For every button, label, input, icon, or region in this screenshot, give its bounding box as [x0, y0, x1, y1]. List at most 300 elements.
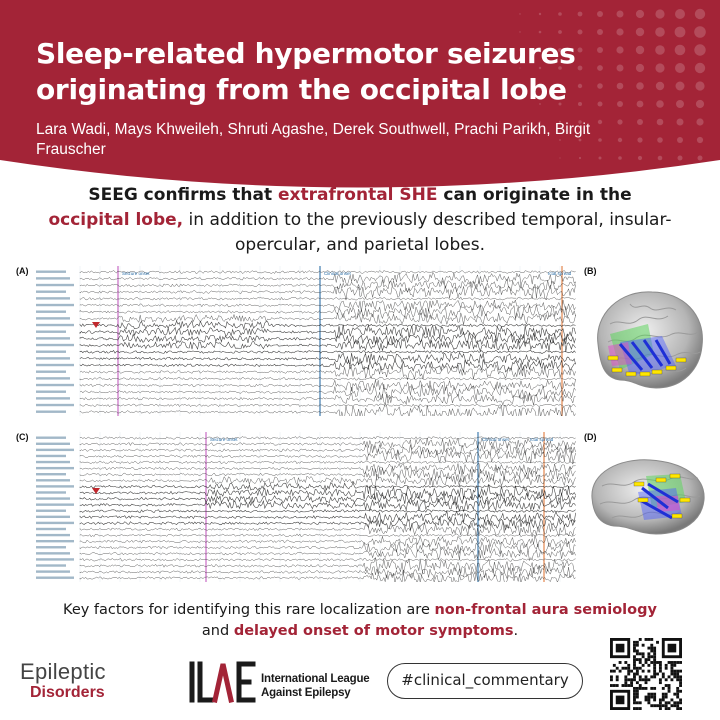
qr-module — [650, 687, 653, 690]
qr-module — [636, 673, 639, 676]
qr-module — [670, 698, 673, 701]
qr-module — [653, 675, 656, 678]
ilae-name-line1: International League — [261, 673, 370, 685]
qr-module — [676, 690, 679, 693]
decor-dot — [675, 27, 686, 38]
qr-module — [633, 687, 636, 690]
ilae-logo[interactable] — [187, 660, 377, 704]
qr-module — [633, 707, 636, 710]
key-factors-statement — [10, 600, 710, 642]
qr-module — [630, 681, 633, 684]
qr-module — [645, 678, 648, 681]
qr-module — [639, 652, 642, 655]
qr-module — [679, 678, 682, 681]
qr-module — [665, 693, 668, 696]
qr-module — [636, 650, 639, 653]
seeg-trace-panel-c — [34, 432, 578, 582]
qr-module — [642, 678, 645, 681]
qr-module — [650, 655, 653, 658]
qr-module — [636, 687, 639, 690]
channel-label — [36, 397, 70, 399]
qr-module — [665, 707, 668, 710]
qr-module — [636, 701, 639, 704]
qr-module — [650, 644, 653, 647]
panel-d-label: (D) — [584, 432, 597, 442]
channel-label — [36, 522, 74, 524]
qr-module — [616, 678, 619, 681]
decor-dot — [694, 26, 706, 38]
channel-label — [36, 564, 66, 566]
channel-label — [36, 449, 74, 451]
qr-module — [616, 675, 619, 678]
qr-module — [673, 661, 676, 664]
hashtag-pill[interactable]: #clinical_commentary — [387, 663, 583, 699]
decor-dot — [677, 137, 683, 143]
qr-module — [665, 664, 668, 667]
decor-dot — [597, 29, 603, 35]
qr-module — [668, 707, 671, 710]
qr-module — [633, 661, 636, 664]
channel-label — [36, 344, 74, 346]
qr-module — [616, 667, 619, 670]
qr-module — [624, 667, 627, 670]
qr-module — [673, 675, 676, 678]
qr-module — [650, 693, 653, 696]
qr-module — [653, 673, 656, 676]
channel-label — [36, 577, 74, 579]
qr-module — [676, 687, 679, 690]
qr-module — [679, 670, 682, 673]
authors: Lara Wadi, Mays Khweileh, Shruti Agashe, Derek Southwell, Prachi Parikh, Birgit Frauscher — [36, 121, 591, 158]
channel-label — [36, 404, 74, 406]
qr-module — [639, 687, 642, 690]
decor-dot — [638, 156, 642, 160]
qr-module — [673, 664, 676, 667]
qr-module — [659, 681, 662, 684]
qr-module — [639, 658, 642, 661]
journal-name-line2: Disorders — [30, 684, 105, 701]
channel-label — [36, 443, 70, 445]
qr-module — [647, 678, 650, 681]
decor-dot — [697, 137, 703, 143]
qr-module — [676, 673, 679, 676]
qr-module — [676, 693, 679, 696]
channel-label — [36, 510, 66, 512]
decor-dot — [637, 137, 642, 142]
qr-module — [659, 678, 662, 681]
qr-module — [670, 664, 673, 667]
channel-label — [36, 437, 66, 439]
qr-module — [653, 687, 656, 690]
event-annotation: Clinical onset — [324, 271, 351, 276]
channel-label — [36, 528, 66, 530]
qr-module — [647, 655, 650, 658]
qr-module — [627, 678, 630, 681]
panel-b-label: (B) — [584, 266, 597, 276]
qr-module — [656, 661, 659, 664]
qr-module — [676, 678, 679, 681]
qr-module — [647, 652, 650, 655]
decor-dot — [675, 63, 685, 73]
qr-module — [659, 701, 662, 704]
qr-module — [650, 661, 653, 664]
qr-module — [668, 675, 671, 678]
qr-module — [636, 652, 639, 655]
qr-module — [668, 661, 671, 664]
decor-dot — [636, 28, 644, 36]
qr-module — [624, 675, 627, 678]
decor-dot — [617, 11, 624, 18]
channel-label — [36, 357, 70, 359]
decor-dot — [675, 45, 686, 56]
qr-module — [627, 684, 630, 687]
qr-module — [630, 678, 633, 681]
qr-module — [668, 701, 671, 704]
qr-module — [665, 678, 668, 681]
qr-module — [659, 661, 662, 664]
qr-module — [636, 693, 639, 696]
qr-module — [642, 687, 645, 690]
ilae-name-line2: Against Epilepsy — [261, 687, 351, 699]
decor-dot — [657, 119, 664, 126]
qr-module — [613, 664, 616, 667]
qr-module — [639, 661, 642, 664]
channel-label — [36, 377, 70, 379]
channel-label — [36, 384, 74, 386]
qr-module — [670, 678, 673, 681]
decor-dot — [636, 10, 644, 18]
qr-module — [647, 701, 650, 704]
qr-module — [670, 667, 673, 670]
qr-module — [653, 670, 656, 673]
qr-module — [630, 670, 633, 673]
decor-dot — [657, 137, 663, 143]
qr-module — [627, 667, 630, 670]
summary-text: can originate in the — [437, 185, 632, 205]
qr-module — [662, 673, 665, 676]
footer-text: and — [201, 623, 234, 639]
qr-module — [676, 701, 679, 704]
decor-dot — [578, 30, 583, 35]
channel-label — [36, 534, 70, 536]
qr-module — [653, 698, 656, 701]
qr-module — [662, 704, 665, 707]
qr-module — [639, 638, 642, 641]
qr-module — [633, 693, 636, 696]
summary-text: in addition to the previously described temporal, insular-opercular, and parietal lobes. — [183, 210, 672, 255]
qr-module — [645, 638, 648, 641]
qr-module — [665, 704, 668, 707]
qr-module — [624, 678, 627, 681]
qr-module — [656, 704, 659, 707]
channel-label — [36, 391, 66, 393]
qr-module — [650, 704, 653, 707]
qr-module — [633, 650, 636, 653]
decor-dot — [655, 9, 664, 18]
qr-module — [679, 675, 682, 678]
qr-module — [642, 670, 645, 673]
qr-module — [636, 658, 639, 661]
qr-module — [670, 704, 673, 707]
qr-module — [633, 658, 636, 661]
qr-module — [627, 664, 630, 667]
qr-module — [647, 693, 650, 696]
qr-module — [647, 658, 650, 661]
channel-label — [36, 297, 70, 299]
qr-module — [639, 667, 642, 670]
qr-module — [633, 664, 636, 667]
decor-dot — [519, 31, 520, 32]
qr-module — [665, 684, 668, 687]
channel-label — [36, 317, 70, 319]
qr-module — [650, 650, 653, 653]
decor-dot — [695, 9, 705, 19]
qr-module — [645, 675, 648, 678]
page-title: Sleep-related hypermotor seizures originating from the occipital lobe — [36, 37, 576, 106]
qr-module — [670, 661, 673, 664]
qr-module — [653, 650, 656, 653]
qr-module — [650, 647, 653, 650]
decor-dot — [696, 118, 703, 125]
qr-module — [670, 673, 673, 676]
qr-module — [679, 698, 682, 701]
footer-text: Key factors for identifying this rare localization are — [63, 602, 435, 618]
qr-module — [642, 664, 645, 667]
qr-module — [613, 684, 616, 687]
qr-module — [668, 684, 671, 687]
channel-label — [36, 311, 66, 313]
qr-module — [645, 661, 648, 664]
qr-module — [662, 693, 665, 696]
decor-dot — [676, 100, 684, 108]
qr-module — [613, 670, 616, 673]
channel-label — [36, 371, 66, 373]
qr-module — [665, 701, 668, 704]
qr-module — [647, 638, 650, 641]
qr-module — [633, 655, 636, 658]
qr-module — [636, 670, 639, 673]
qr-module — [636, 696, 639, 699]
decor-dot — [558, 30, 562, 34]
event-annotation: Seizure onset — [210, 437, 238, 442]
qr-module — [633, 667, 636, 670]
qr-module — [676, 704, 679, 707]
decor-dot — [658, 156, 663, 161]
qr-module — [627, 673, 630, 676]
qr-finder — [616, 696, 625, 705]
brain-render-panel-b — [590, 284, 710, 396]
channel-label — [36, 411, 66, 413]
qr-module — [633, 641, 636, 644]
ilae-name — [261, 672, 369, 700]
qr-module — [659, 667, 662, 670]
channel-label — [36, 467, 74, 469]
seeg-trace-panel-a — [34, 266, 578, 416]
channel-label — [36, 284, 74, 286]
qr-module — [673, 704, 676, 707]
qr-module — [679, 690, 682, 693]
decor-dot — [597, 11, 603, 17]
qr-module — [645, 687, 648, 690]
summary-statement — [20, 183, 700, 258]
qr-module — [633, 678, 636, 681]
decor-dot — [637, 119, 643, 125]
qr-module — [633, 644, 636, 647]
qr-module — [647, 647, 650, 650]
qr-module — [662, 675, 665, 678]
qr-module — [659, 707, 662, 710]
decor-dot — [616, 28, 623, 35]
summary-text: SEEG confirms that — [88, 185, 279, 205]
channel-label — [36, 497, 70, 499]
qr-module — [653, 655, 656, 658]
qr-module — [639, 675, 642, 678]
channel-label — [36, 570, 70, 572]
qr-module — [659, 698, 662, 701]
qr-module — [639, 684, 642, 687]
decor-dot — [675, 9, 685, 19]
qr-module — [624, 661, 627, 664]
summary-highlight-she: extrafrontal SHE — [278, 185, 438, 205]
qr-module — [676, 696, 679, 699]
decor-dot — [539, 13, 541, 15]
ilae-mark-icon — [187, 660, 259, 704]
decor-dot — [677, 119, 684, 126]
qr-module — [633, 673, 636, 676]
qr-module — [668, 690, 671, 693]
qr-module — [662, 698, 665, 701]
qr-module — [633, 647, 636, 650]
qr-module — [662, 696, 665, 699]
qr-module — [639, 678, 642, 681]
qr-module — [636, 690, 639, 693]
qr-module — [633, 675, 636, 678]
qr-module — [673, 693, 676, 696]
channel-label — [36, 337, 70, 339]
channel-label — [36, 540, 74, 542]
qr-module — [627, 670, 630, 673]
channel-label — [36, 546, 66, 548]
decor-dot — [698, 156, 703, 161]
qr-module — [610, 678, 613, 681]
qr-module — [653, 704, 656, 707]
qr-module — [636, 667, 639, 670]
qr-module — [636, 707, 639, 710]
qr-module — [662, 687, 665, 690]
qr-finder — [616, 644, 625, 653]
decor-dot — [519, 13, 520, 14]
qr-module — [645, 658, 648, 661]
qr-module — [622, 684, 625, 687]
qr-module — [633, 696, 636, 699]
qr-module — [645, 681, 648, 684]
channel-label — [36, 461, 70, 463]
decor-dot — [558, 12, 562, 16]
brain-render-panel-d — [586, 452, 710, 540]
qr-module — [676, 661, 679, 664]
qr-module — [645, 696, 648, 699]
qr-module — [665, 696, 668, 699]
qr-module — [616, 684, 619, 687]
qr-module — [653, 658, 656, 661]
qr-module — [636, 644, 639, 647]
qr-module — [679, 661, 682, 664]
qr-module — [653, 667, 656, 670]
qr-module — [653, 647, 656, 650]
footer-highlight-aura: non-frontal aura semiology — [434, 602, 657, 618]
channel-label — [36, 503, 74, 505]
qr-module — [653, 664, 656, 667]
qr-module — [633, 690, 636, 693]
channel-label — [36, 552, 70, 554]
qr-module — [659, 704, 662, 707]
qr-module — [619, 661, 622, 664]
qr-module — [668, 687, 671, 690]
qr-module — [673, 701, 676, 704]
channel-label — [36, 455, 66, 457]
qr-module — [659, 670, 662, 673]
qr-module — [642, 644, 645, 647]
event-annotation: Clinical onset — [482, 437, 509, 442]
qr-module — [653, 693, 656, 696]
qr-module — [656, 673, 659, 676]
qr-module — [619, 670, 622, 673]
qr-code[interactable] — [610, 638, 682, 710]
qr-module — [650, 638, 653, 641]
qr-finder — [668, 644, 677, 653]
epileptic-disorders-logo[interactable] — [20, 660, 160, 704]
channel-label — [36, 364, 74, 366]
decor-dot — [578, 12, 583, 17]
qr-module — [647, 696, 650, 699]
event-annotation: Ictal spread — [548, 271, 572, 276]
qr-module — [630, 684, 633, 687]
channel-label — [36, 491, 66, 493]
decor-dot — [539, 31, 542, 34]
decor-dot — [695, 63, 705, 73]
qr-module — [633, 698, 636, 701]
qr-module — [676, 670, 679, 673]
qr-module — [670, 670, 673, 673]
summary-highlight-occipital: occipital lobe, — [48, 210, 184, 230]
channel-label — [36, 331, 66, 333]
qr-module — [679, 707, 682, 710]
qr-module — [610, 675, 613, 678]
qr-module — [653, 696, 656, 699]
qr-module — [642, 655, 645, 658]
channel-label — [36, 271, 66, 273]
qr-module — [650, 675, 653, 678]
channel-label — [36, 485, 74, 487]
channel-label — [36, 324, 74, 326]
qr-module — [647, 670, 650, 673]
qr-module — [656, 641, 659, 644]
qr-module — [647, 698, 650, 701]
qr-module — [639, 707, 642, 710]
channel-label — [36, 351, 66, 353]
qr-module — [633, 701, 636, 704]
channel-label — [36, 473, 66, 475]
decor-dot — [678, 156, 683, 161]
qr-module — [645, 698, 648, 701]
qr-module — [610, 670, 613, 673]
qr-module — [610, 684, 613, 687]
qr-module — [647, 664, 650, 667]
channel-label — [36, 479, 70, 481]
qr-module — [624, 681, 627, 684]
qr-module — [622, 667, 625, 670]
qr-module — [636, 681, 639, 684]
